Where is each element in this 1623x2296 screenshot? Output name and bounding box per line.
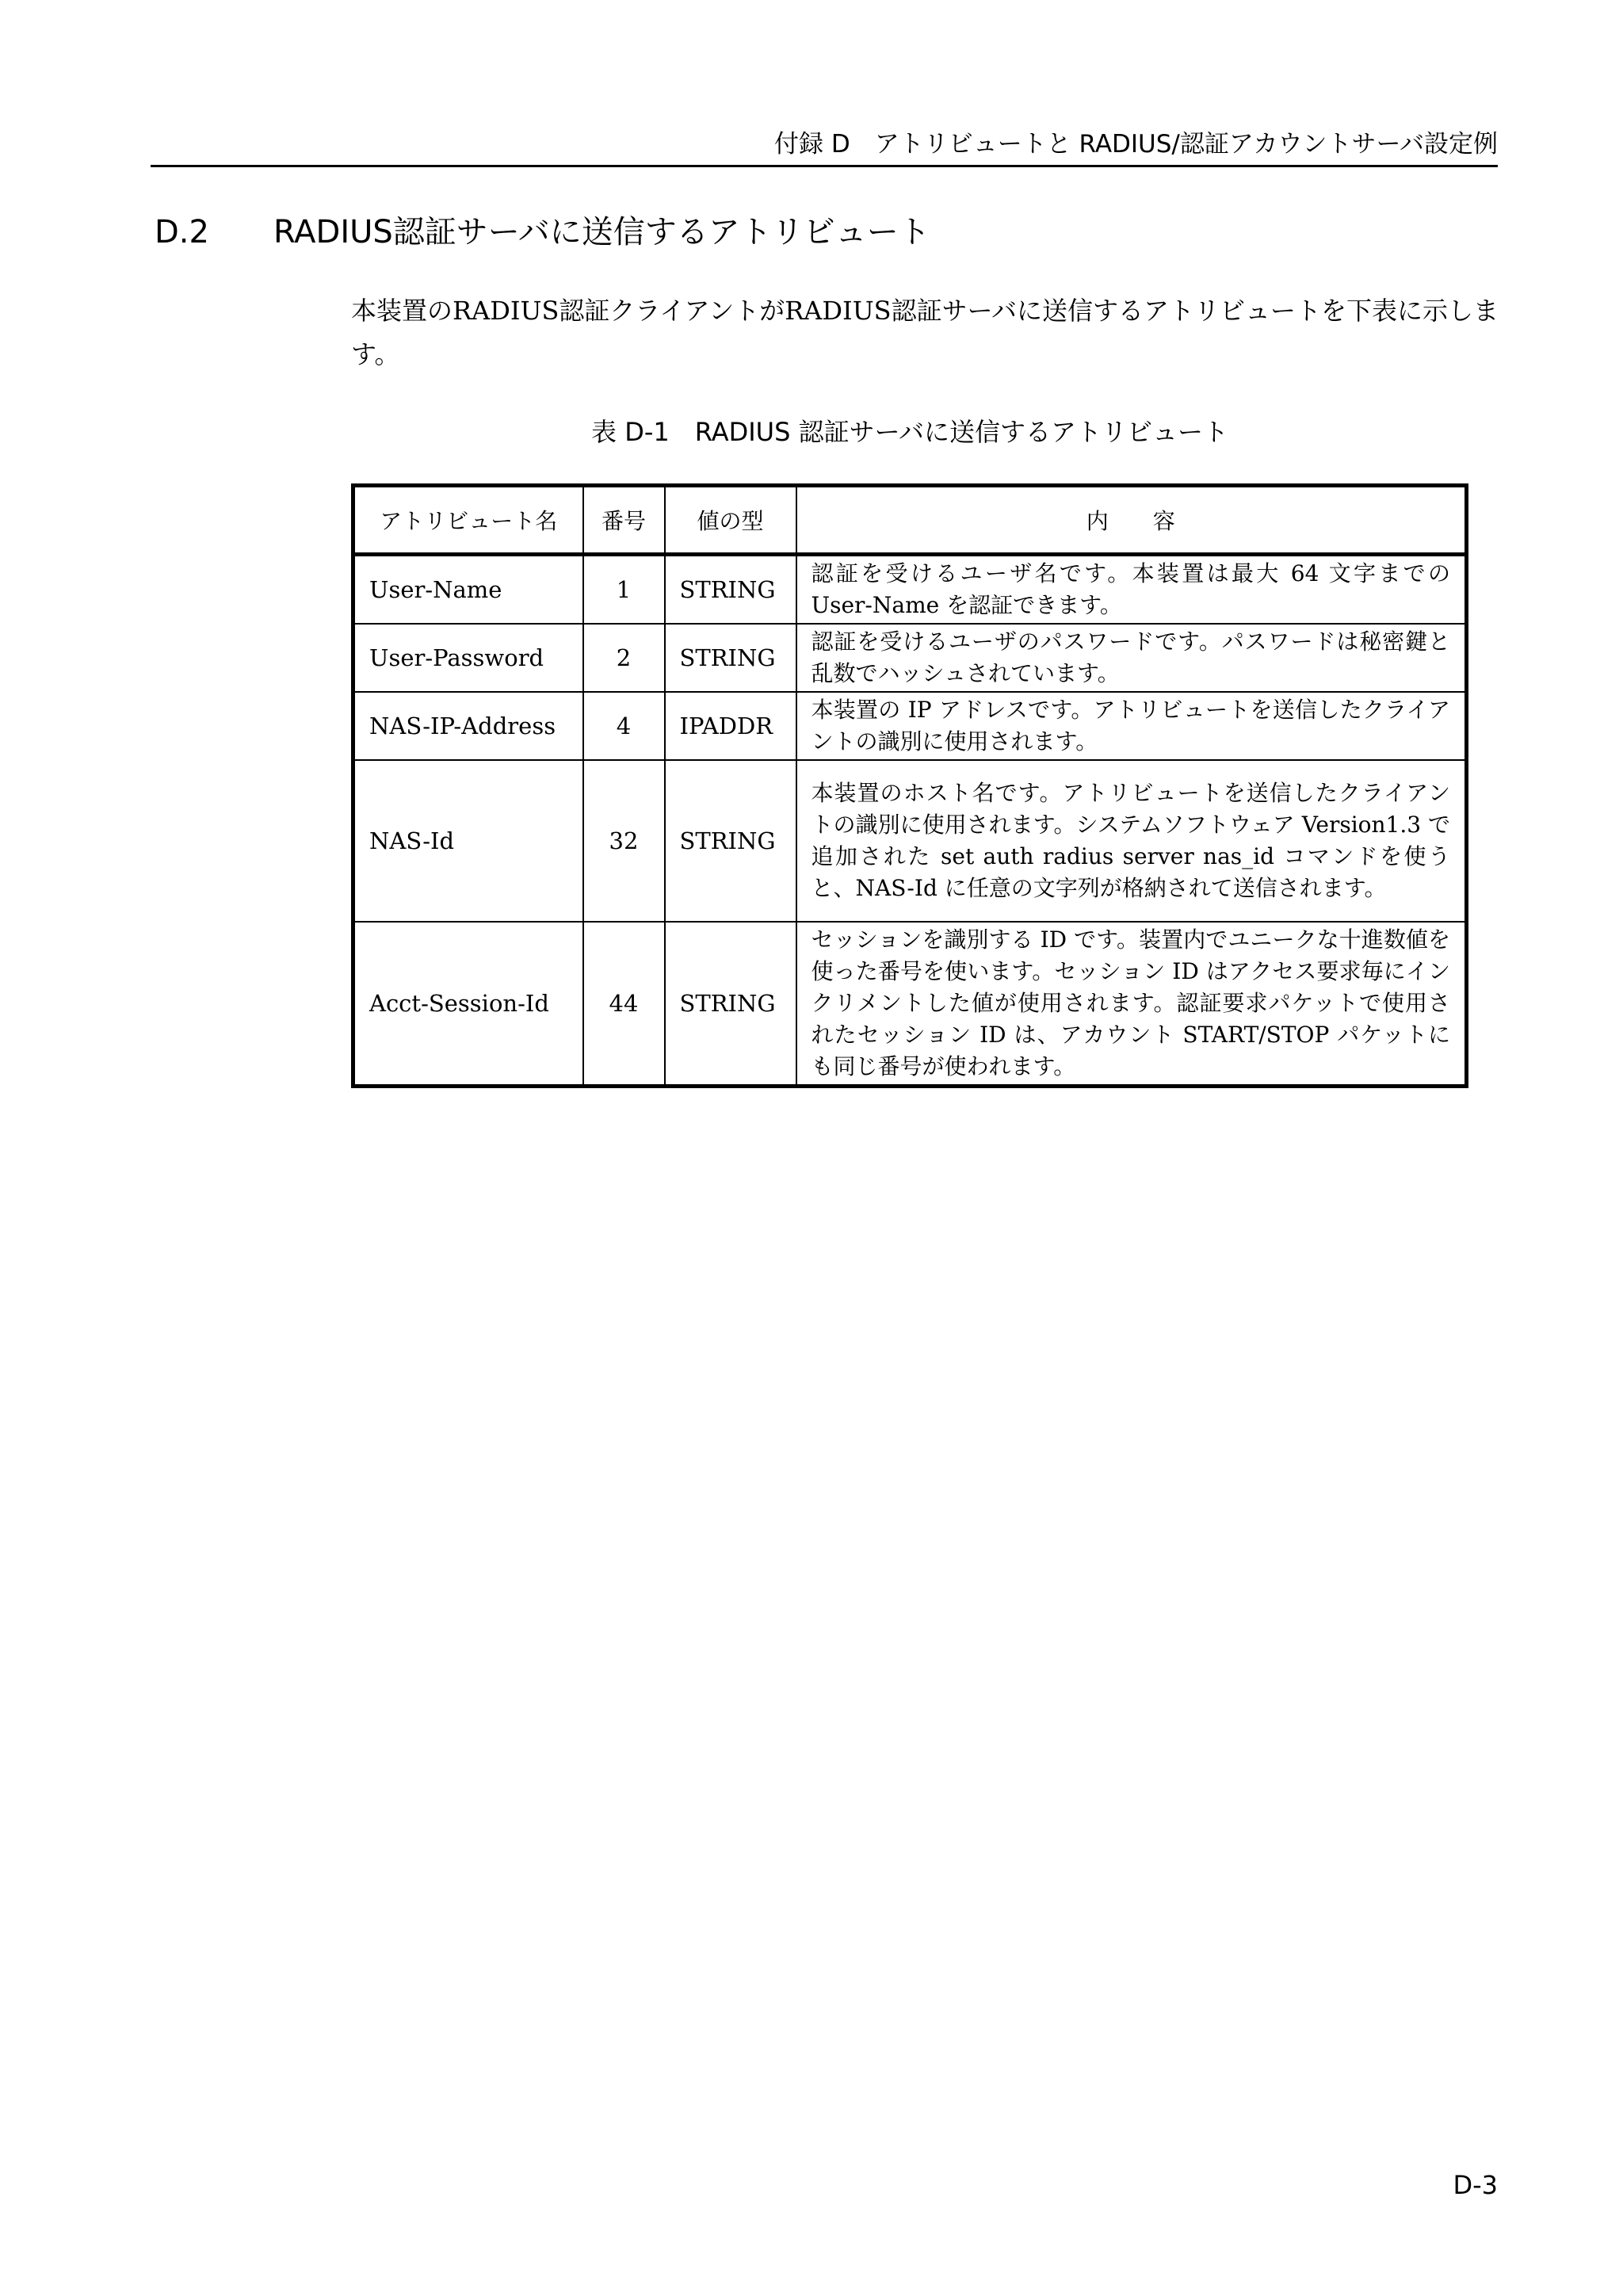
table-row (353, 922, 1467, 1087)
cell-content: 本装置の IP アドレスです。アトリビュートを送信したクライアントの識別に使用されます。 (796, 692, 1467, 760)
cell-content: 本装置のホスト名です。アトリビュートを送信したクライアントの識別に使用されます。システムソフトウェア Version1.3 で追加された set auth radius server nas_id コマンドを使うと、NAS-Id に任意の文字列が格納されて送信されます。 (796, 760, 1467, 922)
running-header: 付録 D アトリビュートと RADIUS/認証アカウントサーバ設定例 (151, 127, 1498, 167)
table-row (353, 692, 1467, 760)
header-value-type: 値の型 (665, 486, 796, 555)
section-heading (155, 210, 930, 254)
cell-number: 32 (583, 760, 665, 922)
cell-value-type: STRING (665, 624, 796, 692)
header-content: 内 容 (796, 486, 1467, 555)
cell-number: 44 (583, 922, 665, 1087)
cell-attribute-name: NAS-IP-Address (353, 692, 583, 760)
page-number: D-3 (1453, 2170, 1498, 2200)
cell-number: 1 (583, 555, 665, 625)
section-title: RADIUS認証サーバに送信するアトリビュート (273, 214, 930, 250)
cell-value-type: IPADDR (665, 692, 796, 760)
cell-value-type: STRING (665, 555, 796, 625)
cell-attribute-name: Acct-Session-Id (353, 922, 583, 1087)
cell-content: 認証を受けるユーザのパスワードです。パスワードは秘密鍵と乱数でハッシュされています。 (796, 624, 1467, 692)
cell-content: 認証を受けるユーザ名です。本装置は最大 64 文字までの User-Name を認証できます。 (796, 555, 1467, 625)
table-row (353, 555, 1467, 625)
cell-attribute-name: NAS-Id (353, 760, 583, 922)
table-caption: 表 D-1 RADIUS 認証サーバに送信するアトリビュート (591, 417, 1228, 447)
intro-paragraph: 本装置のRADIUS認証クライアントがRADIUS認証サーバに送信するアトリビュートを下表に示します。 (351, 296, 1499, 369)
cell-content: セッションを識別する ID です。装置内でユニークな十進数値を使った番号を使います。セッション ID はアクセス要求毎にインクリメントした値が使用されます。認証要求パケットで使用されたセッション ID は、アカウント START/STOP パケットにも同じ番号が使われます。 (796, 922, 1467, 1087)
table-header-row (353, 486, 1467, 555)
cell-attribute-name: User-Password (353, 624, 583, 692)
header-attribute-name: アトリビュート名 (353, 486, 583, 555)
table-row (353, 624, 1467, 692)
cell-value-type: STRING (665, 922, 796, 1087)
cell-number: 4 (583, 692, 665, 760)
header-number: 番号 (583, 486, 665, 555)
cell-value-type: STRING (665, 760, 796, 922)
cell-attribute-name: User-Name (353, 555, 583, 625)
attribute-table (351, 483, 1468, 1088)
section-number: D.2 (155, 214, 209, 250)
cell-number: 2 (583, 624, 665, 692)
table-row (353, 760, 1467, 922)
